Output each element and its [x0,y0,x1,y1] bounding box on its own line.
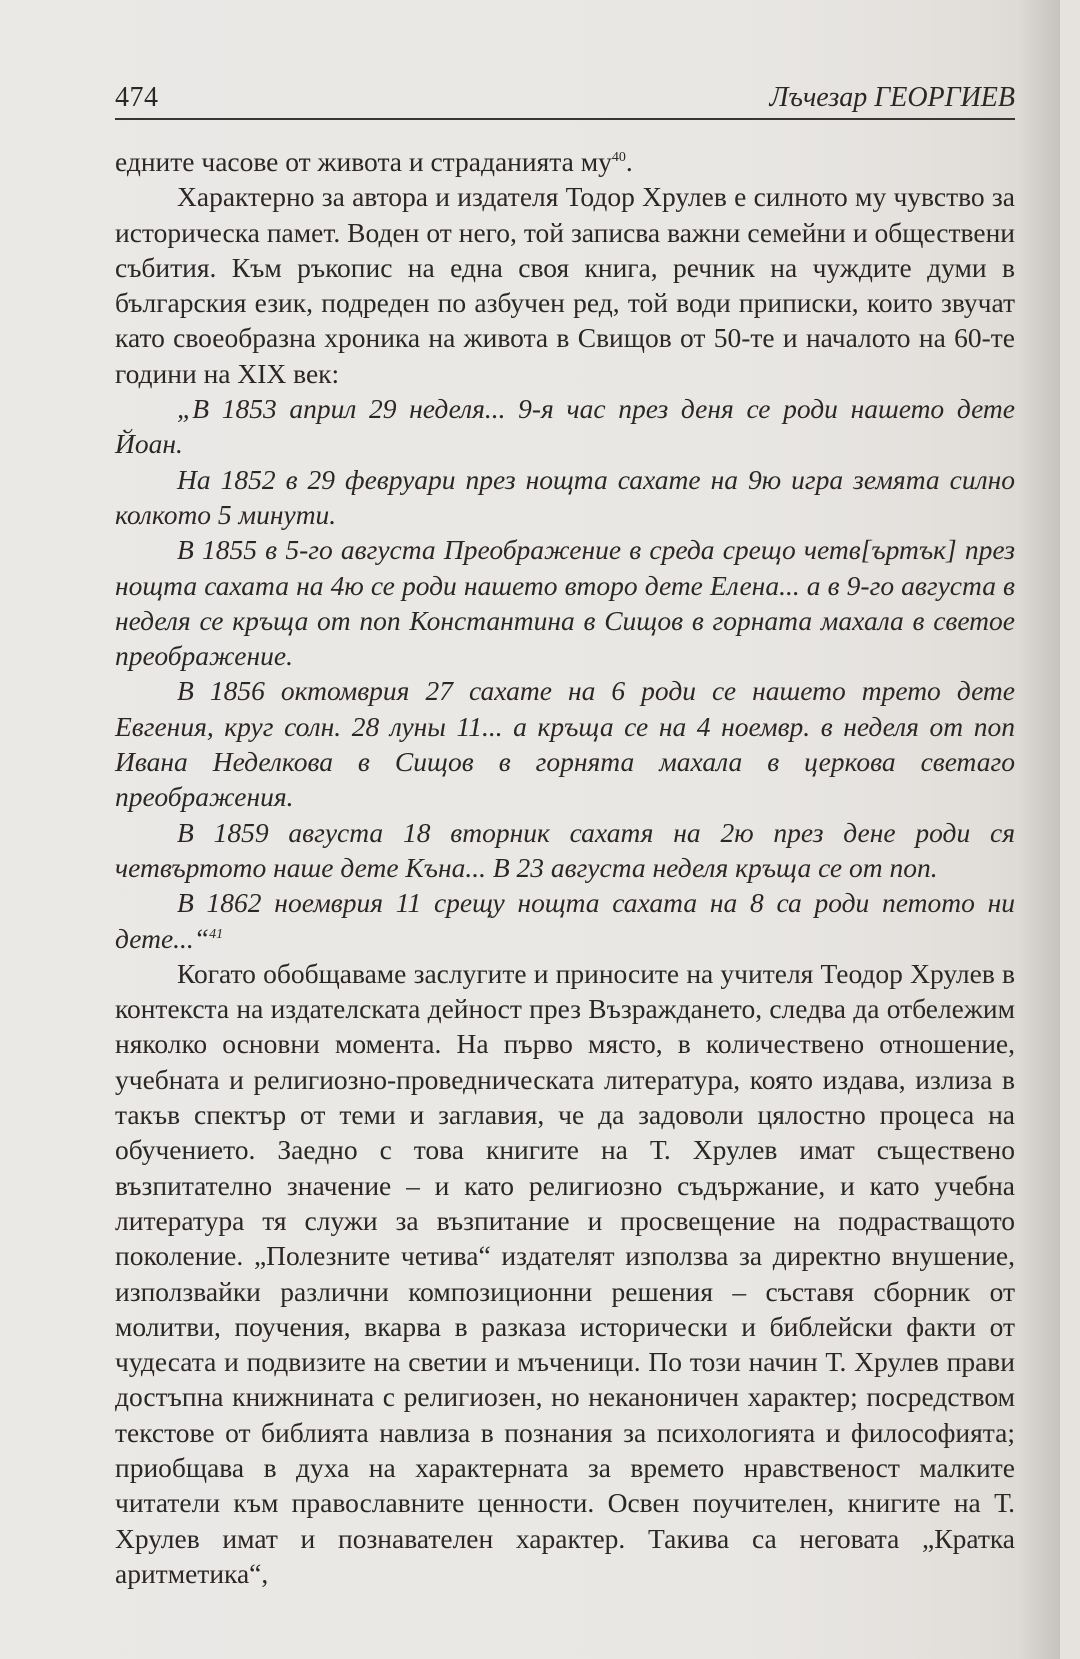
quote-entry-1856: В 1856 октомврия 27 сахате на 6 роди се нашето трето дете Евгения, круг солн. 28 луны 11... а кръща се на 4 ноемвр. в неделя от поп Ивана Неделкова в Сищов в горнята махала в церкова светаго преображения. [115,675,1015,813]
paragraph-continuation: едните часове от живота и страданията $му^{40}$. [115,146,633,177]
paragraph-continuation-text: едните часове от живота и страданията му [115,146,612,177]
page-header [115,78,1015,118]
footnote-ref-40: 40 [611,149,626,165]
header-rule [115,118,1015,120]
quote-entry-1859: В 1859 августа 18 вторник сахатя на 2ю през дене роди ся четвъртото наше дете Къна... В 23 августа неделя кръща се от поп. [115,816,1015,883]
quote-entry-1862-text: В 1862 ноемврия 11 срещу нощта сахата на 8 са роди петото ни дете...“ [115,887,1015,954]
paragraph-historical-memory: Характерно за автора и издателя Тодор Хрулев е силното му чувство за историческа памет. Воден от него, той записва важни семейни и обществени събития. Към ръкопис на една своя книга, речник на чуждите думи в българския език, подреден по азбучен ред, той води приписки, които звучат като своеобразна хроника на живота в Свищов от 50-те и началото на 60-те години на XIX век: [115,181,1015,389]
quote-entry-1853: „В 1853 април 29 неделя... 9-я час през деня се роди нашето дете Йоан. [115,393,1015,460]
quote-entry-1852: На 1852 в 29 февруари през нощта сахате на 9ю игра земята силно колкото 5 минути. [115,463,1015,530]
footnote-ref-41: 41 [209,926,224,942]
quote-entry-1855: В 1855 в 5-го августа Преображение в среда срещо четв[ъртък] през нощта сахата на 4ю се роди нашето второ дете Елена... а в 9-го августа в неделя се кръща от поп Константина в Сищов в горната махала в светое преображение. [115,534,1015,672]
running-head-author: Лъчезар ГЕОРГИЕВ [769,82,1015,113]
paragraph-summary: Когато обобщаваме заслугите и приносите на учителя Теодор Хрулев в контекста на издателската дейност през Възраждането, следва да отбележим няколко основни момента. На първо място, в количествено отношение, учебната и религиозно-проведническата литература, която издава, излиза в такъв спектър от теми и заглавия, че да задоволи цялостно процеса на обучението. Заедно с това книгите на Т. Хрулев имат съществено възпитателно значение – и като религиозно съдържание, и като учебна литература тя служи за възпитание и просвещение на подрастващото поколение. „Полезните четива“ издателят използва за директно внушение, използвайки различни композиционни решения – съставя сборник от молитви, поучения, вкарва в разказа исторически и библейски факти от чудесата и подвизите на светии и мъченици. По този начин Т. Хрулев прави достъпна книжнината с религиозен, но неканоничен характер; посредством текстове от библията навлиза в познания за психологията и философията; приобщава в духа на характерната за времето нравственост малките читатели към православните ценности. Освен поучителен, книгите на Т. Хрулев имат и познавателен характер. Такива са неговата „Кратка аритметика“, [115,957,1015,1589]
body-text [115,144,1015,1591]
quote-entry-1862 [115,885,1015,956]
page-edge-shadow [1020,0,1060,1659]
page-number: 474 [115,82,159,113]
